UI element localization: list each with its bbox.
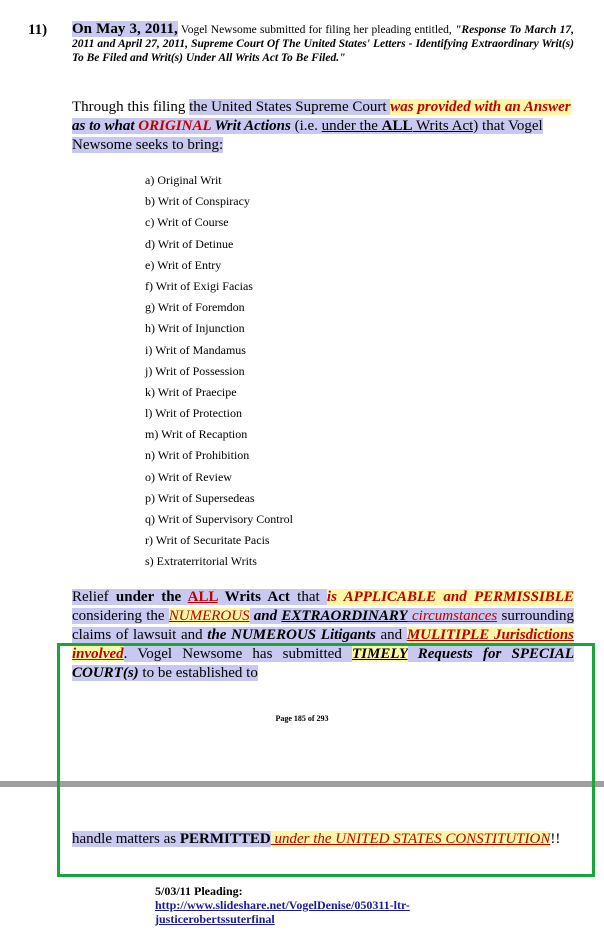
intro-t9: ALL	[381, 118, 413, 134]
footer-label: 5/03/11 Pleading:	[155, 884, 243, 898]
relief-t15: MULITIPLE Jurisdictions involved	[72, 627, 574, 662]
footer-citation	[155, 884, 410, 926]
relief-t9: and	[249, 608, 282, 624]
closing-t3: under the UNITED STATES CONSTITUTION	[270, 831, 551, 847]
highlight-box	[57, 643, 595, 877]
list-item: a) Original Writ	[145, 173, 222, 187]
relief-t3: ALL	[187, 589, 218, 605]
intro-t10: Writs Act	[412, 118, 474, 134]
paragraph-number: 11)	[28, 22, 48, 38]
relief-t13: the NUMEROUS Litigants	[207, 627, 376, 643]
list-item: q) Writ of Supervisory Control	[145, 512, 293, 526]
intro-t2: the United States Supreme Court	[189, 99, 391, 115]
list-item: m) Writ of Recaption	[145, 427, 248, 442]
intro-t5: ORIGINAL	[138, 118, 212, 134]
list-item: p) Writ of Supersedeas	[145, 490, 255, 505]
link-line-2: justicerobertssuterfinal	[155, 912, 275, 926]
intro-t11: ) that Vogel Newsome seeks to bring:	[72, 118, 543, 153]
relief-t6: is APPLICABLE and PERMISSIBLE	[326, 589, 574, 605]
pleading-title: "Response To March 17, 2011 and April 27, 2011, Supreme Court Of The United States' Letters - Identifying Extraordinary Writ(s) To Be Filed and Writ(s) Under All Writs Act To Be Filed."	[72, 24, 574, 64]
relief-t12: surrounding claims of lawsuit and	[72, 608, 574, 643]
relief-t14: and	[375, 627, 407, 643]
relief-t1: Relief	[72, 589, 116, 605]
relief-t19: to be established to	[138, 665, 258, 681]
relief-t5: that	[289, 589, 327, 605]
relief-t10: EXTRAORDINARY	[281, 608, 408, 624]
list-item: o) Writ of Review	[145, 469, 232, 484]
list-item: i) Writ of Mandamus	[145, 342, 246, 357]
intro-t3: was provided with an Answer	[390, 99, 571, 115]
page-number: Page 185 of 293	[275, 714, 329, 723]
list-item: l) Writ of Protection	[145, 406, 242, 421]
closing-t2: PERMITTED	[179, 831, 271, 847]
list-item: k) Writ of Praecipe	[145, 384, 237, 399]
intro-paragraph	[72, 98, 574, 155]
list-item: d) Writ of Detinue	[145, 236, 234, 251]
list-item: c) Writ of Course	[145, 215, 229, 230]
closing-t4: !!	[550, 831, 561, 847]
intro-t1: Through this filing	[72, 99, 190, 115]
slideshare-link[interactable]	[155, 898, 410, 926]
list-item: r) Writ of Securitate Pacis	[145, 533, 270, 548]
list-item: f) Writ of Exigi Facias	[145, 278, 253, 293]
intro-t8: under the	[321, 118, 382, 134]
writ-list	[145, 170, 293, 573]
intro-t7: (i.e.	[290, 118, 322, 134]
filing-date: On May 3, 2011,	[72, 21, 178, 37]
list-item: e) Writ of Entry	[145, 257, 222, 272]
lead-text: Vogel Newsome submitted for filing her pleading entitled,	[177, 24, 456, 36]
relief-t8: NUMEROUS	[168, 608, 250, 624]
relief-t17: TIMELY	[351, 646, 408, 662]
paragraph-heading	[72, 22, 574, 65]
list-item: s) Extraterritorial Writs	[145, 554, 257, 569]
closing-t1: handle matters as	[72, 831, 180, 847]
list-item: h) Writ of Injunction	[145, 321, 245, 336]
link-line-1: http://www.slideshare.net/VogelDenise/050311-ltr-	[155, 898, 410, 912]
relief-t11: circumstances	[407, 608, 498, 624]
intro-t4: as to what	[72, 118, 139, 134]
list-item: n) Writ of Prohibition	[145, 448, 250, 463]
list-item: j) Writ of Possession	[145, 363, 245, 378]
list-item: b) Writ of Conspiracy	[145, 194, 250, 209]
relief-t7: considering the	[72, 608, 169, 624]
list-item: g) Writ of Foremdon	[145, 300, 245, 315]
relief-t16: . Vogel Newsome has submitted	[123, 646, 352, 662]
intro-t6: Writ Actions	[211, 118, 291, 134]
relief-t2: under the	[115, 589, 188, 605]
relief-t4: Writs Act	[217, 589, 290, 605]
relief-t18: Requests for SPECIAL COURT(s)	[72, 646, 574, 681]
